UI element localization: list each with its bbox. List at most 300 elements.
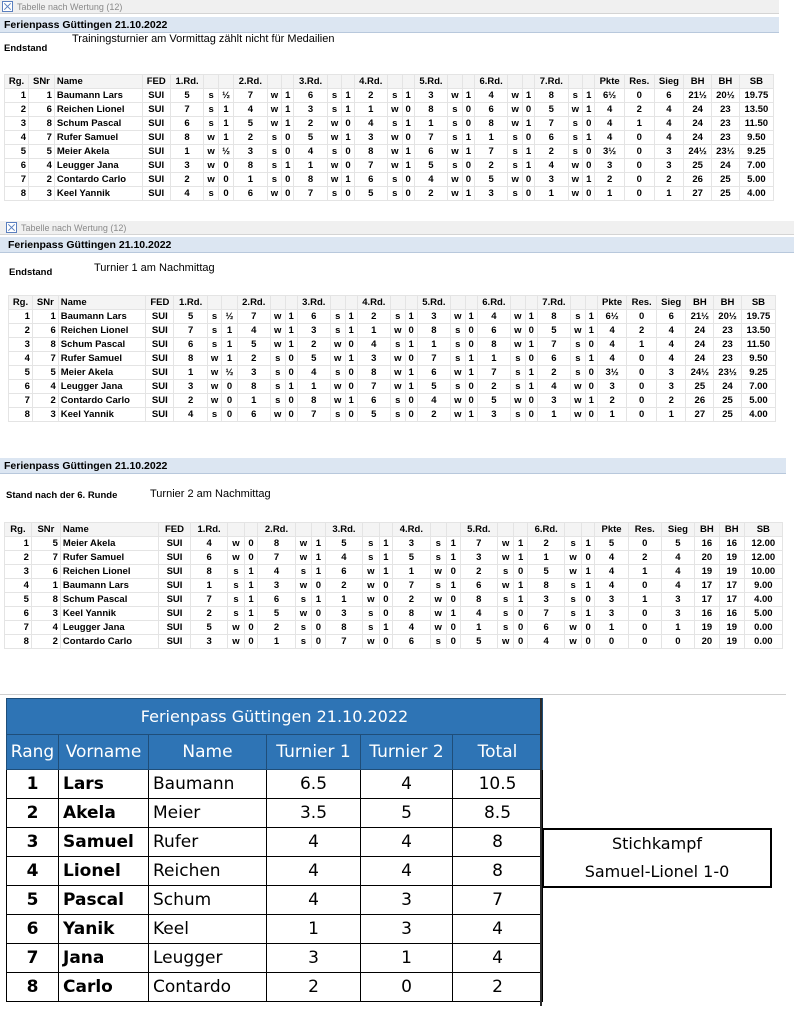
table-cell: 1 <box>222 352 237 366</box>
table-cell: 3 <box>174 380 207 394</box>
table-cell: 27 <box>684 187 712 201</box>
table-cell: s <box>327 89 342 103</box>
final-cell: Reichen <box>149 857 267 886</box>
table-row[interactable] <box>9 352 776 366</box>
table-cell: 1 <box>282 159 294 173</box>
column-header[interactable]: 1.Rd. <box>190 523 227 537</box>
table-cell: 5 <box>535 103 568 117</box>
column-header[interactable]: FED <box>159 523 191 537</box>
table-row[interactable] <box>5 131 774 145</box>
column-header[interactable] <box>270 296 285 310</box>
column-header[interactable] <box>204 75 219 89</box>
table-cell: 2 <box>528 537 565 551</box>
table-cell: 0 <box>465 324 477 338</box>
table-cell: s <box>565 537 581 551</box>
table-cell: 7.00 <box>739 159 773 173</box>
column-header[interactable]: Res. <box>624 75 654 89</box>
table-cell: 3 <box>654 145 684 159</box>
table-cell: 1 <box>237 394 270 408</box>
table-cell: 24 <box>684 103 712 117</box>
table-cell: 25 <box>714 408 742 422</box>
final-row <box>7 886 543 915</box>
column-header[interactable] <box>218 75 233 89</box>
table-row[interactable] <box>5 565 783 579</box>
table-row[interactable] <box>9 324 776 338</box>
column-header[interactable] <box>522 75 534 89</box>
table-cell: 0 <box>244 551 258 565</box>
table-cell: 0 <box>595 635 628 649</box>
table-cell: 5 <box>528 565 565 579</box>
table-row[interactable] <box>5 621 783 635</box>
table-row[interactable] <box>5 145 774 159</box>
table-cell: s <box>430 579 446 593</box>
status-label: Stand nach der 6. Runde <box>6 490 118 501</box>
final-cell: 3 <box>267 944 361 973</box>
table-cell: 23 <box>714 338 742 352</box>
column-header[interactable] <box>462 75 474 89</box>
table-cell: 1 <box>514 579 528 593</box>
column-header[interactable]: 4.Rd. <box>357 296 390 310</box>
column-header[interactable] <box>465 296 477 310</box>
column-header[interactable] <box>430 523 446 537</box>
table-cell: 5 <box>190 621 227 635</box>
column-header[interactable]: Pkte <box>597 296 627 310</box>
table-cell: 3 <box>417 310 450 324</box>
table-cell: SUI <box>142 187 170 201</box>
table-cell: 0 <box>312 621 326 635</box>
table-cell: 5 <box>9 366 33 380</box>
table-cell: 0 <box>402 173 414 187</box>
table-cell: s <box>228 593 244 607</box>
table-cell: 0 <box>379 607 393 621</box>
table-cell: 1 <box>522 145 534 159</box>
table-cell: s <box>568 89 583 103</box>
column-header[interactable] <box>295 523 311 537</box>
column-header[interactable]: Rg. <box>5 523 32 537</box>
table-cell: SUI <box>142 131 170 145</box>
table-cell: 1 <box>222 324 237 338</box>
table-cell: 23 <box>714 352 742 366</box>
final-cell: Lionel <box>59 857 149 886</box>
table-cell: 1 <box>218 131 233 145</box>
final-cell: Akela <box>59 799 149 828</box>
table-cell: 0 <box>581 593 595 607</box>
table-cell: 26 <box>684 173 712 187</box>
table-cell: 6 <box>460 579 497 593</box>
table-cell: s <box>451 352 466 366</box>
table-row[interactable] <box>5 607 783 621</box>
column-header[interactable]: 2.Rd. <box>237 296 270 310</box>
column-header[interactable]: Name <box>60 523 158 537</box>
note-label: Trainingsturnier am Vormittag zählt nicht für Medailien <box>72 33 335 45</box>
table-cell: 5 <box>5 593 32 607</box>
column-header[interactable] <box>568 75 583 89</box>
table-cell: 1 <box>379 537 393 551</box>
column-header[interactable]: Rg. <box>9 296 33 310</box>
table-row[interactable] <box>5 173 774 187</box>
column-header[interactable] <box>363 523 379 537</box>
table-cell: 8 <box>357 366 390 380</box>
table-cell: s <box>568 131 583 145</box>
table-cell: w <box>204 131 219 145</box>
table-cell: 0 <box>282 173 294 187</box>
column-header[interactable]: 2.Rd. <box>258 523 295 537</box>
stichkampf-box <box>542 828 772 888</box>
table-cell: 6 <box>477 324 510 338</box>
table-cell: 8 <box>297 394 330 408</box>
table-row[interactable] <box>5 579 783 593</box>
table-cell: 3 <box>170 159 203 173</box>
column-header[interactable] <box>330 296 345 310</box>
column-header[interactable] <box>207 296 222 310</box>
column-header[interactable]: Res. <box>627 296 657 310</box>
table-cell: SUI <box>159 565 191 579</box>
column-header[interactable] <box>342 75 354 89</box>
table-cell: 4 <box>9 352 33 366</box>
table-cell: Baumann Lars <box>58 310 145 324</box>
final-cell: 3 <box>7 828 59 857</box>
table-cell: 2 <box>414 187 447 201</box>
table-cell: 0 <box>218 173 233 187</box>
table-cell: SUI <box>142 89 170 103</box>
table-cell: 27 <box>686 408 714 422</box>
table-cell: 3 <box>29 187 55 201</box>
column-header[interactable] <box>345 296 357 310</box>
table-cell: 1 <box>597 408 627 422</box>
table-cell: 0 <box>342 187 354 201</box>
table-cell: 2 <box>29 173 55 187</box>
table-cell: 7 <box>32 352 58 366</box>
column-header[interactable]: BH <box>719 523 744 537</box>
table-cell: 3 <box>528 593 565 607</box>
final-cell: 6.5 <box>267 770 361 799</box>
column-header[interactable] <box>448 75 463 89</box>
column-header[interactable] <box>508 75 523 89</box>
column-header[interactable]: 2.Rd. <box>234 75 267 89</box>
table-cell: 0 <box>465 338 477 352</box>
table-cell: 1 <box>417 338 450 352</box>
column-header[interactable] <box>282 75 294 89</box>
window-titlebar[interactable] <box>0 0 779 14</box>
table-cell: 8 <box>417 324 450 338</box>
table-cell: 5 <box>258 607 295 621</box>
column-header[interactable]: 7.Rd. <box>537 296 570 310</box>
table-cell: 7 <box>258 551 295 565</box>
column-header[interactable] <box>327 75 342 89</box>
table-cell: 1 <box>446 537 460 551</box>
table-cell: 0 <box>525 352 537 366</box>
column-header[interactable] <box>571 296 586 310</box>
table-cell: 0 <box>222 408 237 422</box>
table-cell: 0 <box>462 103 474 117</box>
table-cell: w <box>511 310 526 324</box>
column-header[interactable] <box>285 296 297 310</box>
table-cell: 7 <box>5 173 29 187</box>
table-cell: w <box>387 103 402 117</box>
table-cell: 1 <box>190 579 227 593</box>
column-header[interactable]: 7.Rd. <box>535 75 568 89</box>
table-cell: 6 <box>5 607 32 621</box>
table-cell: 2 <box>31 635 60 649</box>
column-header[interactable]: 4.Rd. <box>354 75 387 89</box>
table-cell: 2 <box>354 89 387 103</box>
table-cell: ½ <box>218 89 233 103</box>
column-header[interactable] <box>222 296 237 310</box>
column-header[interactable]: SB <box>739 75 773 89</box>
column-header[interactable]: 6.Rd. <box>474 75 507 89</box>
column-header[interactable]: 5.Rd. <box>414 75 447 89</box>
column-header[interactable]: Pkte <box>595 523 628 537</box>
table-cell: SUI <box>142 173 170 187</box>
column-header[interactable]: SNr <box>32 296 58 310</box>
table-cell: 13.50 <box>739 103 773 117</box>
panel-header: Ferienpass Güttingen 21.10.2022 <box>0 17 779 33</box>
final-cell: Contardo <box>149 973 267 1002</box>
table-row[interactable] <box>9 310 776 324</box>
column-header[interactable] <box>379 523 393 537</box>
table-cell: 25 <box>714 394 742 408</box>
table-cell: 25 <box>684 159 712 173</box>
table-cell: 0 <box>342 159 354 173</box>
table-cell: Contardo Carlo <box>58 394 145 408</box>
final-cell: 4 <box>453 915 543 944</box>
column-header[interactable] <box>585 296 597 310</box>
column-header[interactable]: 1.Rd. <box>170 75 203 89</box>
column-header[interactable]: Rg. <box>5 75 29 89</box>
table-cell: 3 <box>474 187 507 201</box>
table-cell: w <box>207 352 222 366</box>
table-row[interactable] <box>5 537 783 551</box>
column-header[interactable]: SNr <box>29 75 55 89</box>
table-cell: 7 <box>297 408 330 422</box>
column-header[interactable]: 5.Rd. <box>417 296 450 310</box>
table-row[interactable] <box>5 103 774 117</box>
column-header[interactable]: Pkte <box>595 75 625 89</box>
table-cell: s <box>267 159 282 173</box>
table-cell: 4 <box>654 131 684 145</box>
column-header[interactable] <box>387 75 402 89</box>
table-cell: 0 <box>218 187 233 201</box>
table-cell: s <box>390 310 405 324</box>
column-header[interactable] <box>565 523 581 537</box>
table-cell: 6 <box>417 366 450 380</box>
column-header[interactable]: BH <box>686 296 714 310</box>
table-cell: SUI <box>159 635 191 649</box>
table-cell: 17 <box>719 579 744 593</box>
table-cell: 3 <box>325 607 362 621</box>
table-cell: 1 <box>661 621 694 635</box>
table-cell: 8 <box>237 380 270 394</box>
table-row[interactable] <box>9 380 776 394</box>
column-header[interactable]: Sieg <box>656 296 686 310</box>
column-header[interactable] <box>451 296 466 310</box>
table-cell: 1 <box>312 565 326 579</box>
table-row[interactable] <box>5 187 774 201</box>
column-header[interactable]: 3.Rd. <box>325 523 362 537</box>
table-cell: 1 <box>379 551 393 565</box>
column-header[interactable]: SB <box>741 296 775 310</box>
table-cell: 16 <box>719 537 744 551</box>
table-cell: 0 <box>405 408 417 422</box>
table-cell: 5 <box>31 537 60 551</box>
column-header[interactable]: 1.Rd. <box>174 296 207 310</box>
table-row[interactable] <box>5 89 774 103</box>
column-header[interactable]: 3.Rd. <box>297 296 330 310</box>
table-cell: 5 <box>474 173 507 187</box>
table-cell: 1 <box>258 635 295 649</box>
column-header[interactable] <box>446 523 460 537</box>
column-header[interactable]: FED <box>146 296 174 310</box>
final-cell: 6 <box>7 915 59 944</box>
table-cell: 7 <box>31 551 60 565</box>
table-cell: w <box>568 159 583 173</box>
table-cell: 4 <box>656 324 686 338</box>
column-header[interactable] <box>525 296 537 310</box>
column-header[interactable] <box>402 75 414 89</box>
table-cell: s <box>330 310 345 324</box>
table-cell: 4 <box>393 621 430 635</box>
table-cell: s <box>451 324 466 338</box>
table-cell: s <box>327 103 342 117</box>
column-header[interactable] <box>581 523 595 537</box>
final-row <box>7 944 543 973</box>
final-cell: 8 <box>453 828 543 857</box>
table-cell: w <box>267 103 282 117</box>
table-cell: SUI <box>159 579 191 593</box>
column-header[interactable]: BH <box>712 75 740 89</box>
table-cell: 3 <box>597 380 627 394</box>
column-header[interactable]: Name <box>54 75 142 89</box>
window-titlebar[interactable] <box>0 221 794 235</box>
table-cell: w <box>451 366 466 380</box>
table-cell: SUI <box>146 366 174 380</box>
table-cell: 0 <box>522 131 534 145</box>
table-cell: 0 <box>342 117 354 131</box>
column-header[interactable]: 5.Rd. <box>460 523 497 537</box>
column-header[interactable]: 6.Rd. <box>477 296 510 310</box>
table-row[interactable] <box>5 117 774 131</box>
table-cell: 0 <box>624 145 654 159</box>
table-row[interactable] <box>5 593 783 607</box>
table-cell: w <box>267 89 282 103</box>
table-cell: 1 <box>522 89 534 103</box>
final-cell: 4 <box>361 828 453 857</box>
column-header[interactable] <box>228 523 244 537</box>
column-header[interactable]: Sieg <box>661 523 694 537</box>
final-cell: Baumann <box>149 770 267 799</box>
table-row[interactable] <box>9 394 776 408</box>
table-cell: 24 <box>686 324 714 338</box>
table-cell: 7 <box>174 324 207 338</box>
column-header[interactable]: 3.Rd. <box>294 75 327 89</box>
column-header[interactable] <box>497 523 513 537</box>
table-cell: s <box>207 338 222 352</box>
column-header[interactable] <box>312 523 326 537</box>
table-cell: 3 <box>354 131 387 145</box>
table-cell: 8 <box>190 565 227 579</box>
table-cell: 2 <box>417 408 450 422</box>
table-cell: Keel Yannik <box>60 607 158 621</box>
column-header[interactable]: FED <box>142 75 170 89</box>
table-cell: 1 <box>244 565 258 579</box>
table-cell: 26 <box>686 394 714 408</box>
column-header[interactable]: 6.Rd. <box>528 523 565 537</box>
column-header[interactable] <box>514 523 528 537</box>
table-cell: 0 <box>627 310 657 324</box>
table-cell: s <box>207 310 222 324</box>
table-cell: s <box>451 338 466 352</box>
column-header[interactable] <box>267 75 282 89</box>
table-row[interactable] <box>9 338 776 352</box>
table-cell: 1 <box>628 593 661 607</box>
table-cell: Rufer Samuel <box>58 352 145 366</box>
table-cell: 6 <box>357 394 390 408</box>
column-header[interactable] <box>390 296 405 310</box>
table-cell: w <box>295 579 311 593</box>
column-header[interactable]: SB <box>744 523 782 537</box>
table-cell: 0 <box>446 593 460 607</box>
table-cell: 1 <box>585 310 597 324</box>
table-cell: 21½ <box>684 89 712 103</box>
column-header[interactable]: BH <box>714 296 742 310</box>
table-cell: 3 <box>9 338 33 352</box>
column-header[interactable]: 4.Rd. <box>393 523 430 537</box>
table-cell: 3 <box>537 394 570 408</box>
column-header[interactable]: Name <box>58 296 145 310</box>
column-header[interactable] <box>583 75 595 89</box>
final-column-header: Total <box>453 735 543 770</box>
table-cell: w <box>448 187 463 201</box>
table-cell: 6 <box>190 551 227 565</box>
table-cell: s <box>508 145 523 159</box>
table-cell: 1 <box>414 117 447 131</box>
table-cell: s <box>387 187 402 201</box>
column-header[interactable] <box>511 296 526 310</box>
table-cell: SUI <box>146 338 174 352</box>
column-header[interactable]: Sieg <box>654 75 684 89</box>
table-cell: w <box>228 551 244 565</box>
table-row[interactable] <box>9 366 776 380</box>
column-header[interactable]: Res. <box>628 523 661 537</box>
table-cell: 25 <box>686 380 714 394</box>
column-header[interactable]: BH <box>695 523 720 537</box>
table-cell: 3 <box>654 159 684 173</box>
column-header[interactable]: BH <box>684 75 712 89</box>
table-cell: 1 <box>514 551 528 565</box>
table-cell: 7 <box>325 635 362 649</box>
column-header[interactable] <box>405 296 417 310</box>
table-row[interactable] <box>5 159 774 173</box>
table-cell: SUI <box>146 310 174 324</box>
table-cell: 8 <box>234 159 267 173</box>
table-cell: 1 <box>345 324 357 338</box>
table-cell: w <box>204 145 219 159</box>
table-cell: w <box>295 551 311 565</box>
table-cell: 0 <box>405 324 417 338</box>
table-cell: 24½ <box>686 366 714 380</box>
table-cell: 2 <box>174 394 207 408</box>
table-cell: 0 <box>285 394 297 408</box>
table-cell: 4 <box>477 310 510 324</box>
table-row[interactable] <box>5 635 783 649</box>
table-row[interactable] <box>5 551 783 565</box>
column-header[interactable]: SNr <box>31 523 60 537</box>
table-row[interactable] <box>9 408 776 422</box>
table-cell: s <box>363 537 379 551</box>
table-cell: 8 <box>460 593 497 607</box>
column-header[interactable] <box>244 523 258 537</box>
table-cell: 1 <box>465 366 477 380</box>
